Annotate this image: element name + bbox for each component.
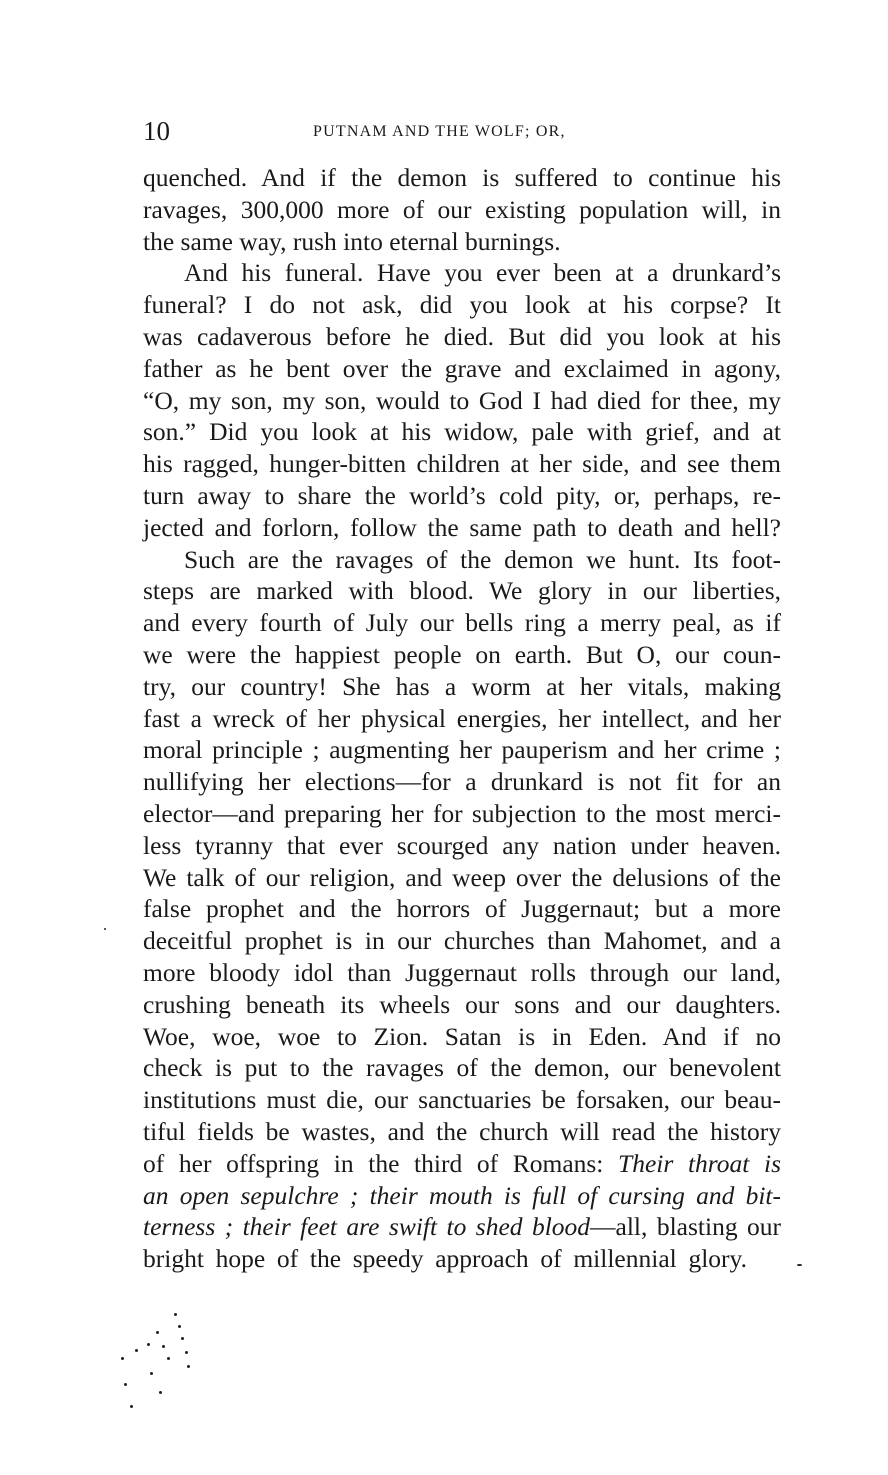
text-line: moral principle ; augmenting her pauperism and her crime ; [143, 735, 781, 765]
text-line: funeral? I do not ask, did you look at his corpse? It [143, 290, 781, 320]
text-line: deceitful prophet is in our churches than Mahomet, and a [143, 926, 781, 956]
text-line: quenched. And if the demon is suffered to continue his [143, 163, 781, 192]
final-line: bright hope of the speedy approach of millennial glory. [143, 1244, 747, 1274]
scan-speck [147, 1343, 150, 1346]
text-line: more bloody idol than Juggernaut rolls through our land, [143, 957, 781, 987]
scan-speck [156, 1331, 159, 1334]
text-line: check is put to the ravages of the demon, our benevolent [143, 1053, 781, 1083]
scan-speck [135, 1349, 138, 1352]
scan-speck [150, 1372, 153, 1375]
scan-speck [174, 1313, 177, 1316]
text-line: We talk of our religion, and weep over the delusions of the [143, 862, 781, 892]
text-line: “O, my son, my son, would to God I had died for thee, my [143, 385, 781, 415]
text-line: turn away to share the world’s cold pity, or, perhaps, re- [143, 480, 781, 510]
text-line: son.” Did you look at his widow, pale with grief, and at [143, 417, 781, 447]
text-line: elector—and preparing her for subjection to the most merci- [143, 798, 781, 828]
scripture-quote: Their throat is [618, 1148, 781, 1178]
text-line: jected and forlorn, follow the same path to death and hell? [143, 512, 781, 542]
scan-speck [178, 1325, 181, 1328]
text-line-mixed [143, 1211, 781, 1243]
text-line: was cadaverous before he died. But did you look at his [143, 321, 781, 351]
scripture-quote-line: an open sepulchre ; their mouth is full of cursing and bit- [143, 1180, 781, 1210]
line-roman-part: —all, blasting our [590, 1212, 781, 1242]
text-line: fast a wreck of her physical energies, her intellect, and her [143, 703, 781, 733]
paragraph-first-line: And his funeral. Have you ever been at a drunkard’s [184, 258, 781, 288]
text-line: less tyranny that ever scourged any nation under heaven. [143, 830, 781, 860]
text-line: false prophet and the horrors of Juggernaut; but a more [143, 894, 781, 924]
scan-speck [130, 1405, 133, 1408]
text-line: try, our country! She has a worm at her vitals, making [143, 671, 781, 701]
scan-speck [124, 1383, 127, 1386]
text-line: tiful fields be wastes, and the church will read the history [143, 1116, 781, 1146]
scan-speck [104, 928, 106, 930]
text-line: the same way, rush into eternal burnings. [143, 226, 561, 256]
scan-speck [797, 1264, 802, 1266]
text-line: and every fourth of July our bells ring a merry peal, as if [143, 608, 781, 638]
text-line: crushing beneath its wheels our sons and our daughters. [143, 989, 781, 1019]
running-head [143, 116, 783, 146]
text-line: his ragged, hunger-bitten children at her side, and see them [143, 449, 781, 479]
text-line: we were the happiest people on earth. But O, our coun- [143, 639, 781, 669]
scan-speck [159, 1391, 162, 1394]
scan-speck [121, 1357, 124, 1360]
scan-speck [185, 1351, 188, 1354]
running-title: PUTNAM AND THE WOLF; OR, [313, 123, 566, 140]
line-roman-part: of her offspring in the third of Romans: [143, 1148, 604, 1178]
scan-speck [187, 1365, 190, 1368]
text-line: nullifying her elections—for a drunkard is not fit for an [143, 767, 781, 797]
text-line: institutions must die, our sanctuaries be forsaken, our beau- [143, 1085, 781, 1115]
scripture-quote: terness ; their feet are swift to shed blood [143, 1212, 591, 1242]
text-line: father as he bent over the grave and exclaimed in agony, [143, 353, 781, 383]
page-number: 10 [143, 116, 170, 146]
scan-speck [167, 1357, 170, 1360]
body-text [143, 162, 781, 1275]
text-line: ravages, 300,000 more of our existing population will, in [143, 194, 781, 224]
text-line: steps are marked with blood. We glory in our liberties, [143, 576, 781, 606]
paragraph-first-line: Such are the ravages of the demon we hunt. Its foot- [184, 544, 781, 574]
scan-speck [181, 1337, 184, 1340]
text-line: Woe, woe, woe to Zion. Satan is in Eden. And if no [143, 1021, 781, 1051]
scan-speck [162, 1345, 165, 1348]
text-line-mixed [143, 1148, 781, 1180]
